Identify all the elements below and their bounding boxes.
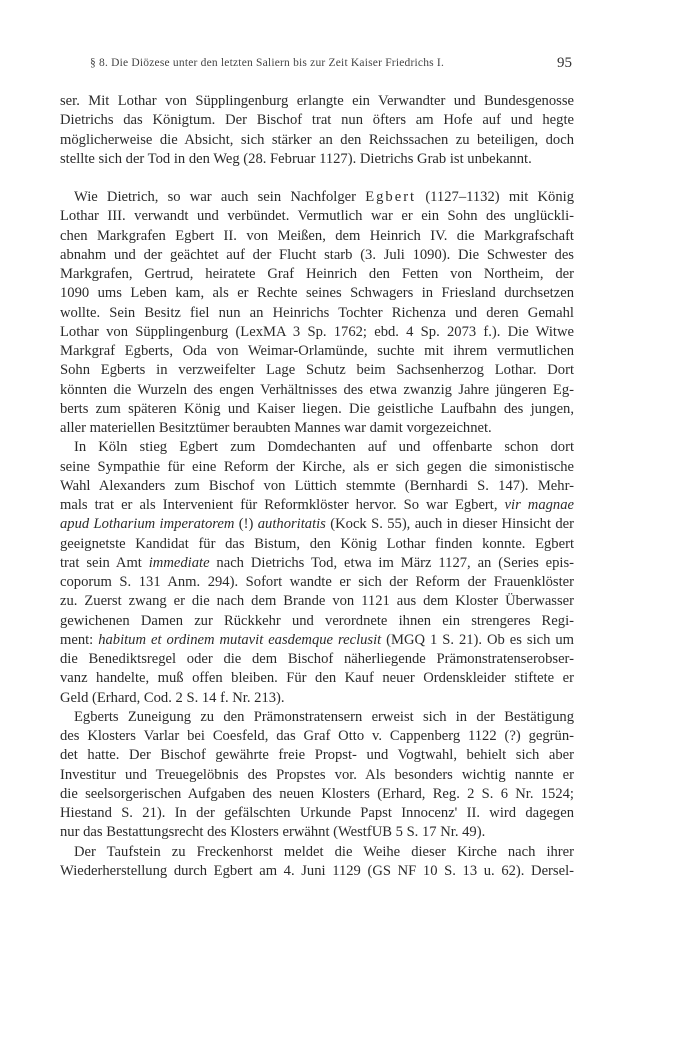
text-run: (Kock S. 55), auch in dieser Hinsicht der xyxy=(325,516,575,533)
text-line: könnten die Wurzeln des engen Verhältnisses des etwa zwanzig Jahre jüngeren Eg- xyxy=(60,381,574,398)
text-line: Der Taufstein zu Freckenhorst meldet die Weihe dieser Kirche nach ihrer xyxy=(74,843,574,860)
paragraph-gap xyxy=(60,169,574,188)
text-run: (MGQ 1 S. 21). Ob es sich um xyxy=(381,631,574,648)
paragraph-1 xyxy=(60,92,574,169)
text-line: Markgrafen, Gertrud, heiratete Graf Heinrich den Fetten von Northeim, der xyxy=(60,266,574,282)
text-line: vanz handelte, muß offen bleiben. Für den Kauf neuer Ordenskleider stiftete er xyxy=(60,670,574,687)
text-line: ser. Mit Lothar von Süpplingenburg erlangte ein Verwandter und Bundesgenosse xyxy=(60,93,574,109)
text-run: (!) xyxy=(234,516,258,533)
paragraph-4 xyxy=(60,708,574,843)
text-line: des Klosters Varlar bei Coesfeld, das Graf Otto v. Cappenberg 1122 (?) gegrün- xyxy=(60,728,574,744)
text-run: mals trat er als Intervenient für Reformklöster hervor. So war Egbert, xyxy=(60,497,505,513)
text-line: nur das Bestattungsrecht des Klosters erwähnt (WestfUB 5 S. 17 Nr. 49). xyxy=(60,824,486,841)
text-line: In Köln stieg Egbert zum Domdechanten auf und offenbarte schon dort xyxy=(74,439,574,456)
latin-quote: apud Lotharium imperatorem xyxy=(60,516,235,533)
running-head: § 8. Die Diözese unter den letzten Saliern bis zur Zeit Kaiser Friedrichs I. xyxy=(90,57,445,69)
text-line: Lothar III. verwandt und verbündet. Vermutlich war er ein Sohn des unglückli- xyxy=(60,208,574,225)
text-line: Egberts Zuneigung zu den Prämonstratensern erweist sich in der Bestätigung xyxy=(74,708,574,725)
text-line: Geld (Erhard, Cod. 2 S. 14 f. Nr. 213). xyxy=(60,689,285,706)
text-run: nach Dietrichs Tod, etwa im März 1127, an (Series epis- xyxy=(209,554,574,571)
paragraph-2 xyxy=(60,188,574,438)
text-line: berts zum späteren König und Kaiser liegen. Die geistliche Laufbahn des jungen, xyxy=(60,400,574,417)
text-line xyxy=(60,554,574,573)
text-line: Sohn Egberts in verzweifelter Lage Schutz beim Sachsenherzog Lothar. Dort xyxy=(60,362,574,379)
text-line: geeignetste Kandidat für das Bistum, den König Lothar finden konnte. Egbert xyxy=(60,535,574,552)
text-line: chen Markgrafen Egbert II. von Meißen, dem Heinrich IV. die Markgrafschaft xyxy=(60,227,574,244)
text-line: Wahl Alexanders zum Bischof von Lüttich stemmte (Bernhardi S. 147). Mehr- xyxy=(60,477,574,494)
page-header xyxy=(60,55,574,75)
text-line: coporum S. 131 Anm. 294). Sofort wandte er sich der Reform der Frauenklöster xyxy=(60,574,574,590)
text-run: ment: xyxy=(60,631,99,648)
text-line: aller materiellen Besitztümer beraubten Mannes war damit vorgezeichnet. xyxy=(60,420,492,436)
text-line: die seelsorgerischen Aufgaben des neuen Klosters (Erhard, Reg. 2 S. 6 Nr. 1524; xyxy=(60,785,574,802)
text-run: trat sein Amt xyxy=(60,554,149,571)
paragraph-3 xyxy=(60,438,574,708)
text-line: Dietrichs das Königtum. Der Bischof trat nun öfters am Hofe auf und hegte xyxy=(60,112,574,129)
latin-quote: immediate xyxy=(148,554,210,571)
person-name: Egbert xyxy=(365,189,417,205)
body-text xyxy=(60,92,574,881)
paragraph-5 xyxy=(60,843,574,882)
text-line: die Benediktsregel oder die dem Bischof näherliegende Prämonstratenserobser- xyxy=(60,651,574,667)
text-line: stellte sich der Tod in den Weg (28. Februar 1127). Dietrichs Grab ist unbekannt. xyxy=(60,150,532,167)
text-line: det hatte. Der Bischof gewährte freie Propst- und Vogtwahl, behielt sich aber xyxy=(60,747,574,764)
page-number: 95 xyxy=(557,55,572,71)
text-line xyxy=(60,515,574,534)
text-line: Hiestand S. 21). In der gefälschten Urkunde Papst Innocenz' II. wird dagegen xyxy=(60,805,574,821)
text-line: Markgraf Egberts, Oda von Weimar-Orlamünde, suchte mit ihrem vermutlichen xyxy=(60,343,574,359)
text-line: zu. Zuerst zwang er die nach dem Brande von 1121 aus dem Kloster Überwasser xyxy=(60,593,574,610)
text-line: abnahm und der geächtet auf der Flucht starb (3. Juli 1090). Die Schwester des xyxy=(60,246,574,263)
latin-quote: habitum et ordinem mutavit easdemque reclusit xyxy=(98,631,382,648)
text-line: Lothar von Süpplingenburg (LexMA 3 Sp. 1762; ebd. 4 Sp. 2073 f.). Die Witwe xyxy=(60,323,574,340)
text-run: Wie Dietrich, so war auch sein Nachfolger xyxy=(74,189,366,205)
text-line: 1090 ums Leben kam, als er Rechte seines Schwagers in Friesland durchsetzen xyxy=(60,285,574,302)
text-line xyxy=(60,188,574,207)
text-line xyxy=(60,496,574,515)
latin-quote: authoritatis xyxy=(257,516,326,533)
text-line: Investitur und Treuegelöbnis des Propstes vor. Als besonders wichtig nannte er xyxy=(60,766,574,783)
text-run: (1127–1132) mit König xyxy=(416,189,574,205)
text-line: Wiederherstellung durch Egbert am 4. Juni 1129 (GS NF 10 S. 13 u. 62). Dersel- xyxy=(60,862,574,879)
text-line: wollte. Sein Besitz fiel nun an Heinrichs Tochter Richenza und deren Gemahl xyxy=(60,304,574,321)
text-line: gewichenen Damen zur Rückkehr und verordnete ihnen ein strengeres Regi- xyxy=(60,612,574,629)
text-line xyxy=(60,631,574,650)
latin-quote: vir magnae xyxy=(504,497,574,513)
text-line: seine Sympathie für eine Reform der Kirche, als er sich gegen die simonistische xyxy=(60,458,574,475)
text-line: möglicherweise die Absicht, sich stärker an den Reichssachen zu beteiligen, doch xyxy=(60,131,574,148)
